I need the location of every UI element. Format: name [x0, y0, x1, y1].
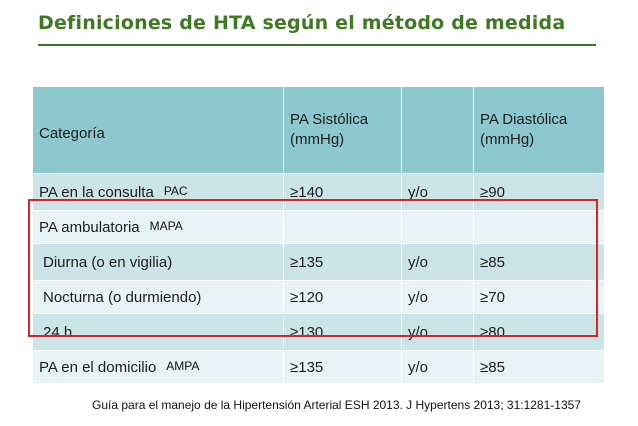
- table-header-row: [33, 87, 605, 174]
- table-row-24h: [33, 314, 605, 351]
- cell-connector: y/o: [402, 244, 474, 281]
- cell-connector: y/o: [402, 281, 474, 314]
- category-label: PA en la consulta: [39, 183, 154, 201]
- slide-title: Definiciones de HTA según el método de medida: [38, 12, 566, 34]
- header-diastolic-text: PA Diastólica (mmHg): [480, 111, 568, 148]
- table-row-consulta: [33, 174, 605, 211]
- category-label: PA en el domicilio: [39, 358, 157, 376]
- cell-diastolic: ≥85: [474, 351, 605, 384]
- header-systolic-text: PA Sistólica (mmHg): [290, 111, 369, 148]
- cell-connector: y/o: [402, 351, 474, 384]
- cell-diastolic: ≥80: [474, 314, 605, 351]
- cell-systolic: ≥130: [284, 314, 402, 351]
- header-diastolic: [474, 87, 605, 174]
- cell-category: [33, 211, 284, 244]
- hta-definitions-table: [32, 86, 605, 384]
- cell-connector: y/o: [402, 174, 474, 211]
- header-connector: [402, 87, 474, 174]
- abbr-label: PAC: [163, 183, 188, 198]
- table-row-domicilio: [33, 351, 605, 384]
- cell-diastolic: ≥70: [474, 281, 605, 314]
- category-label: PA ambulatoria: [39, 218, 140, 236]
- cell-systolic: ≥135: [284, 244, 402, 281]
- cell-diastolic: ≥85: [474, 244, 605, 281]
- reference-citation: Guía para el manejo de la Hipertensión Arterial ESH 2013. J Hypertens 2013; 31:1281-1357: [92, 398, 581, 412]
- cell-systolic: ≥140: [284, 174, 402, 211]
- header-category: Categoría: [33, 87, 284, 174]
- table-row-nocturna: [33, 281, 605, 314]
- table-row-ambulatoria: [33, 211, 605, 244]
- cell-category: [33, 174, 284, 211]
- cell-connector: y/o: [402, 314, 474, 351]
- cell-connector: [402, 211, 474, 244]
- abbr-label: AMPA: [166, 358, 200, 373]
- cell-diastolic: ≥90: [474, 174, 605, 211]
- cell-systolic: [284, 211, 402, 244]
- cell-category: Nocturna (o durmiendo): [33, 281, 284, 314]
- table-row-diurna: [33, 244, 605, 281]
- cell-systolic: ≥135: [284, 351, 402, 384]
- title-underline: [38, 44, 596, 46]
- cell-systolic: ≥120: [284, 281, 402, 314]
- cell-diastolic: [474, 211, 605, 244]
- cell-category: Diurna (o en vigilia): [33, 244, 284, 281]
- header-systolic: [284, 87, 402, 174]
- abbr-label: MAPA: [149, 218, 183, 233]
- cell-category: 24 h: [33, 314, 284, 351]
- cell-category: [33, 351, 284, 384]
